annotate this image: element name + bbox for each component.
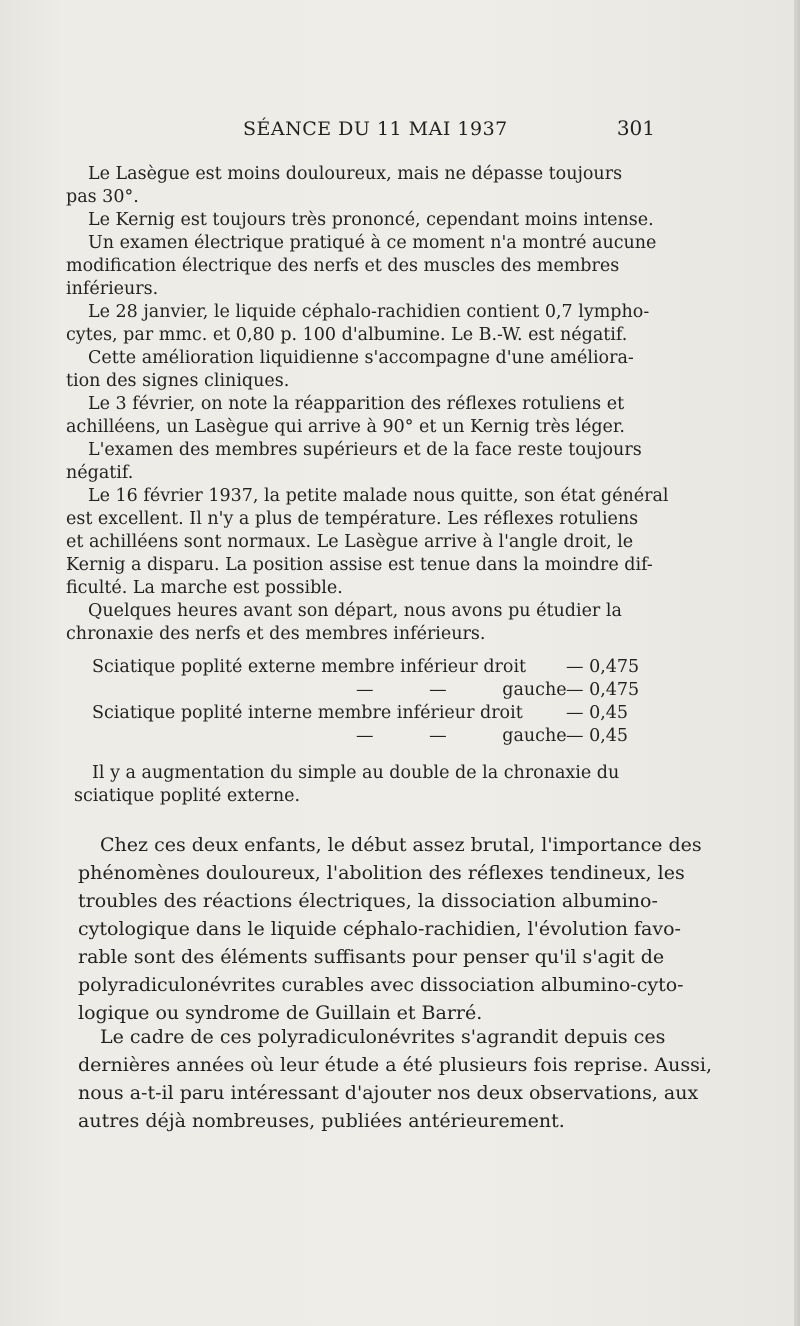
text-line: rable sont des éléments suffisants pour penser qu'il s'agit de — [78, 946, 665, 968]
table-row-label: — — gauche — [356, 726, 567, 746]
text-line: nous a-t-il paru intéressant d'ajouter nos deux observations, aux — [78, 1082, 699, 1104]
page-number: 301 — [616, 116, 655, 140]
text-line: sciatique poplité externe. — [74, 786, 301, 806]
table-row-value: — 0,475 — [566, 657, 640, 677]
text-line: Chez ces deux enfants, le début assez brutal, l'importance des — [100, 834, 702, 856]
page-edge — [794, 0, 800, 1326]
text-line: Le 16 février 1937, la petite malade nous quitte, son état général — [88, 486, 669, 506]
text-line: cytes, par mmc. et 0,80 p. 100 d'albumine. Le B.-W. est négatif. — [66, 325, 628, 345]
text-line: Cette amélioration liquidienne s'accompagne d'une améliora- — [88, 348, 634, 368]
table-row-value: — 0,45 — [566, 726, 629, 746]
text-line: Le Lasègue est moins douloureux, mais ne dépasse toujours — [88, 164, 623, 184]
text-line: Quelques heures avant son départ, nous avons pu étudier la — [88, 601, 622, 621]
text-line: modification électrique des nerfs et des muscles des membres — [66, 256, 620, 276]
running-header — [243, 116, 655, 146]
text-line: Kernig a disparu. La position assise est tenue dans la moindre dif- — [66, 555, 653, 575]
table-row-label: Sciatique poplité interne membre inférieur droit — [92, 703, 523, 723]
table-row-label: Sciatique poplité externe membre inférieur droit — [92, 657, 527, 677]
text-line: Le cadre de ces polyradiculonévrites s'agrandit depuis ces — [100, 1026, 666, 1048]
text-line: ficulté. La marche est possible. — [66, 578, 343, 598]
text-line: chronaxie des nerfs et des membres inférieurs. — [66, 624, 486, 644]
text-line: Le 28 janvier, le liquide céphalo-rachidien contient 0,7 lympho- — [88, 302, 650, 322]
text-line: troubles des réactions électriques, la dissociation albumino- — [78, 890, 658, 912]
text-line: autres déjà nombreuses, publiées antérieurement. — [78, 1110, 565, 1132]
text-line: Le 3 février, on note la réapparition des réflexes rotuliens et — [88, 394, 625, 414]
text-line: pas 30°. — [66, 187, 139, 207]
text-line: cytologique dans le liquide céphalo-rachidien, l'évolution favo- — [78, 918, 681, 940]
text-line: négatif. — [66, 463, 134, 483]
text-line: Le Kernig est toujours très prononcé, cependant moins intense. — [88, 210, 654, 230]
text-line: Un examen électrique pratiqué à ce moment n'a montré aucune — [88, 233, 657, 253]
text-line: inférieurs. — [66, 279, 159, 299]
table-row-value: — 0,45 — [566, 703, 629, 723]
text-line: est excellent. Il n'y a plus de température. Les réflexes rotuliens — [66, 509, 639, 529]
text-line: Il y a augmentation du simple au double de la chronaxie du — [92, 763, 620, 783]
text-line: phénomènes douloureux, l'abolition des réflexes tendineux, les — [78, 862, 685, 884]
text-line: polyradiculonévrites curables avec dissociation albumino-cyto- — [78, 974, 684, 996]
text-line: L'examen des membres supérieurs et de la face reste toujours — [88, 440, 642, 460]
table-row-label: — — gauche — [356, 680, 567, 700]
text-line: tion des signes cliniques. — [66, 371, 290, 391]
table-row-value: — 0,475 — [566, 680, 640, 700]
text-line: dernières années où leur étude a été plusieurs fois reprise. Aussi, — [78, 1054, 713, 1076]
header-title: SÉANCE DU 11 MAI 1937 — [243, 118, 508, 140]
text-line: et achilléens sont normaux. Le Lasègue arrive à l'angle droit, le — [66, 532, 634, 552]
text-line: achilléens, un Lasègue qui arrive à 90° et un Kernig très léger. — [66, 417, 625, 437]
text-line: logique ou syndrome de Guillain et Barré. — [78, 1002, 483, 1024]
